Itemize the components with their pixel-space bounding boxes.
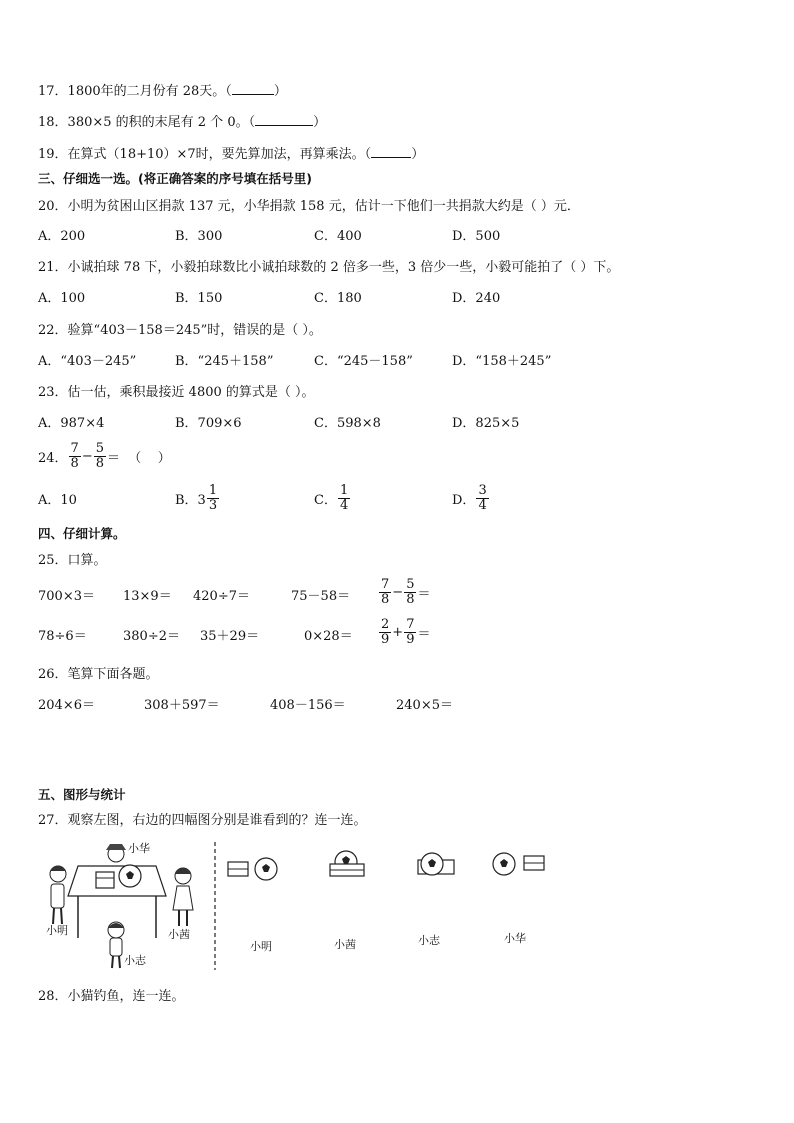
numerator: 7 xyxy=(406,617,415,632)
option-c[interactable]: C．400 xyxy=(314,229,362,244)
numerator: 2 xyxy=(381,617,390,632)
question-19 xyxy=(38,145,424,164)
answer-blank-19[interactable] xyxy=(371,145,411,158)
view-caption-2[interactable]: 小茜 xyxy=(334,938,356,951)
equals-sign: ＝ xyxy=(417,627,431,642)
oral-calc-item[interactable]: 420÷7＝ xyxy=(193,589,250,604)
scene-illustration xyxy=(38,838,598,978)
option-d[interactable]: D．“158＋245” xyxy=(452,354,552,369)
option-b[interactable]: B．150 xyxy=(175,291,223,306)
option-d[interactable] xyxy=(452,484,490,513)
written-calc-item[interactable]: 308＋597＝ xyxy=(144,698,220,713)
scene-label-xiaoming: 小明 xyxy=(46,924,68,937)
paren-close: ） xyxy=(313,115,327,130)
option-c[interactable] xyxy=(314,484,351,513)
option-d[interactable]: D．500 xyxy=(452,229,501,244)
denominator: 8 xyxy=(70,456,79,471)
denominator: 8 xyxy=(406,592,415,607)
scene-label-xiaohua: 小华 xyxy=(128,842,150,855)
option-d-label: D． xyxy=(452,493,476,508)
answer-parens: ＝ （ ） xyxy=(107,451,171,466)
equals-sign: ＝ xyxy=(417,587,431,602)
fraction xyxy=(404,618,416,647)
option-c[interactable]: C．180 xyxy=(314,291,362,306)
numerator: 7 xyxy=(70,441,79,456)
fraction xyxy=(379,618,391,647)
answer-blank-18[interactable] xyxy=(255,113,313,126)
question-23-stem: 23．估一估，乘积最接近 4800 的算式是（ ）。 xyxy=(38,385,315,400)
question-18 xyxy=(38,113,326,132)
view-caption-3[interactable]: 小志 xyxy=(418,934,440,947)
view-matching-figure xyxy=(38,838,598,978)
oral-calc-item[interactable]: 35＋29＝ xyxy=(200,629,260,644)
option-b[interactable]: B．300 xyxy=(175,229,223,244)
fraction xyxy=(379,578,391,607)
numerator: 1 xyxy=(208,483,218,498)
option-c[interactable]: C．598×8 xyxy=(314,416,381,431)
denominator: 8 xyxy=(95,456,105,471)
scene-label-xiaozhi: 小志 xyxy=(124,954,146,967)
oral-calc-item[interactable]: 75－58＝ xyxy=(291,589,351,604)
answer-blank-17[interactable] xyxy=(232,82,274,95)
denominator: 4 xyxy=(339,498,349,513)
operator: − xyxy=(81,449,93,464)
section-heading-3: 三、仔细选一选。(将正确答案的序号填在括号里) xyxy=(38,171,312,186)
oral-calc-item[interactable]: 13×9＝ xyxy=(123,589,172,604)
fraction xyxy=(476,484,488,513)
numerator: 3 xyxy=(478,483,487,498)
written-calc-item[interactable]: 408－156＝ xyxy=(270,698,346,713)
question-17-text: 17．1800年的二月份有 28天。（ xyxy=(38,84,232,99)
operator: + xyxy=(392,625,404,640)
numerator: 1 xyxy=(339,483,349,498)
option-c-label: C． xyxy=(314,493,337,508)
fraction xyxy=(338,484,350,513)
option-c[interactable]: C．“245－158” xyxy=(314,354,413,369)
oral-calc-item[interactable]: 0×28＝ xyxy=(304,629,353,644)
question-26-title: 26．笔算下面各题。 xyxy=(38,667,159,682)
question-22-stem: 22．验算“403－158＝245”时，错误的是（ ）。 xyxy=(38,323,322,338)
fraction xyxy=(207,484,219,513)
option-a[interactable]: A．100 xyxy=(38,291,86,306)
numerator: 5 xyxy=(406,577,415,592)
fraction xyxy=(94,442,106,471)
written-calc-item[interactable]: 240×5＝ xyxy=(396,698,453,713)
oral-calc-fraction-item[interactable] xyxy=(378,618,430,647)
denominator: 9 xyxy=(381,632,390,647)
question-17 xyxy=(38,82,287,101)
question-27-title: 27．观察左图，右边的四幅图分别是谁看到的？连一连。 xyxy=(38,813,367,828)
denominator: 4 xyxy=(478,498,487,513)
numerator: 5 xyxy=(95,441,105,456)
option-b[interactable]: B．709×6 xyxy=(175,416,242,431)
question-28-title: 28．小猫钓鱼，连一连。 xyxy=(38,989,185,1004)
question-24-stem xyxy=(38,442,171,471)
paren-close: ） xyxy=(273,84,287,99)
option-b[interactable]: B．“245＋158” xyxy=(175,354,274,369)
view-caption-4[interactable]: 小华 xyxy=(504,932,526,945)
oral-calc-item[interactable]: 700×3＝ xyxy=(38,589,95,604)
written-calc-item[interactable]: 204×6＝ xyxy=(38,698,95,713)
scene-label-xiaoqian: 小茜 xyxy=(168,928,190,941)
question-25-title: 25．口算。 xyxy=(38,553,107,568)
option-b[interactable] xyxy=(175,484,220,513)
numerator: 7 xyxy=(381,577,390,592)
view-caption-1[interactable]: 小明 xyxy=(250,940,272,953)
option-a[interactable]: A．987×4 xyxy=(38,416,105,431)
paren-close: ） xyxy=(411,147,425,162)
section-heading-4: 四、仔细计算。 xyxy=(38,526,126,541)
fraction xyxy=(404,578,416,607)
denominator: 8 xyxy=(381,592,390,607)
option-a[interactable]: A．10 xyxy=(38,493,77,508)
option-d[interactable]: D．825×5 xyxy=(452,416,520,431)
oral-calc-item[interactable]: 380÷2＝ xyxy=(123,629,180,644)
question-18-text: 18．380×5 的积的末尾有 2 个 0。（ xyxy=(38,115,256,130)
question-number: 24． xyxy=(38,451,68,466)
fraction xyxy=(69,442,81,471)
oral-calc-fraction-item[interactable] xyxy=(378,578,430,607)
section-heading-5: 五、图形与统计 xyxy=(38,787,126,802)
oral-calc-item[interactable]: 78÷6＝ xyxy=(38,629,87,644)
question-21-stem: 21．小诚拍球 78 下，小毅拍球数比小诚拍球数的 2 倍多一些，3 倍少一些，小毅可能拍了（ ）下。 xyxy=(38,260,620,275)
question-19-text: 19．在算式（18+10）×7时，要先算加法，再算乘法。（ xyxy=(38,147,372,162)
denominator: 9 xyxy=(406,632,415,647)
option-a[interactable]: A．200 xyxy=(38,229,86,244)
question-20-stem: 20．小明为贫困山区捐款 137 元，小华捐款 158 元，估计一下他们一共捐款大约是（ ）元． xyxy=(38,199,580,214)
option-b-whole: B．3 xyxy=(175,493,206,508)
denominator: 3 xyxy=(208,498,218,513)
option-d[interactable]: D．240 xyxy=(452,291,501,306)
option-a[interactable]: A．“403－245” xyxy=(38,354,137,369)
operator: − xyxy=(392,585,404,600)
